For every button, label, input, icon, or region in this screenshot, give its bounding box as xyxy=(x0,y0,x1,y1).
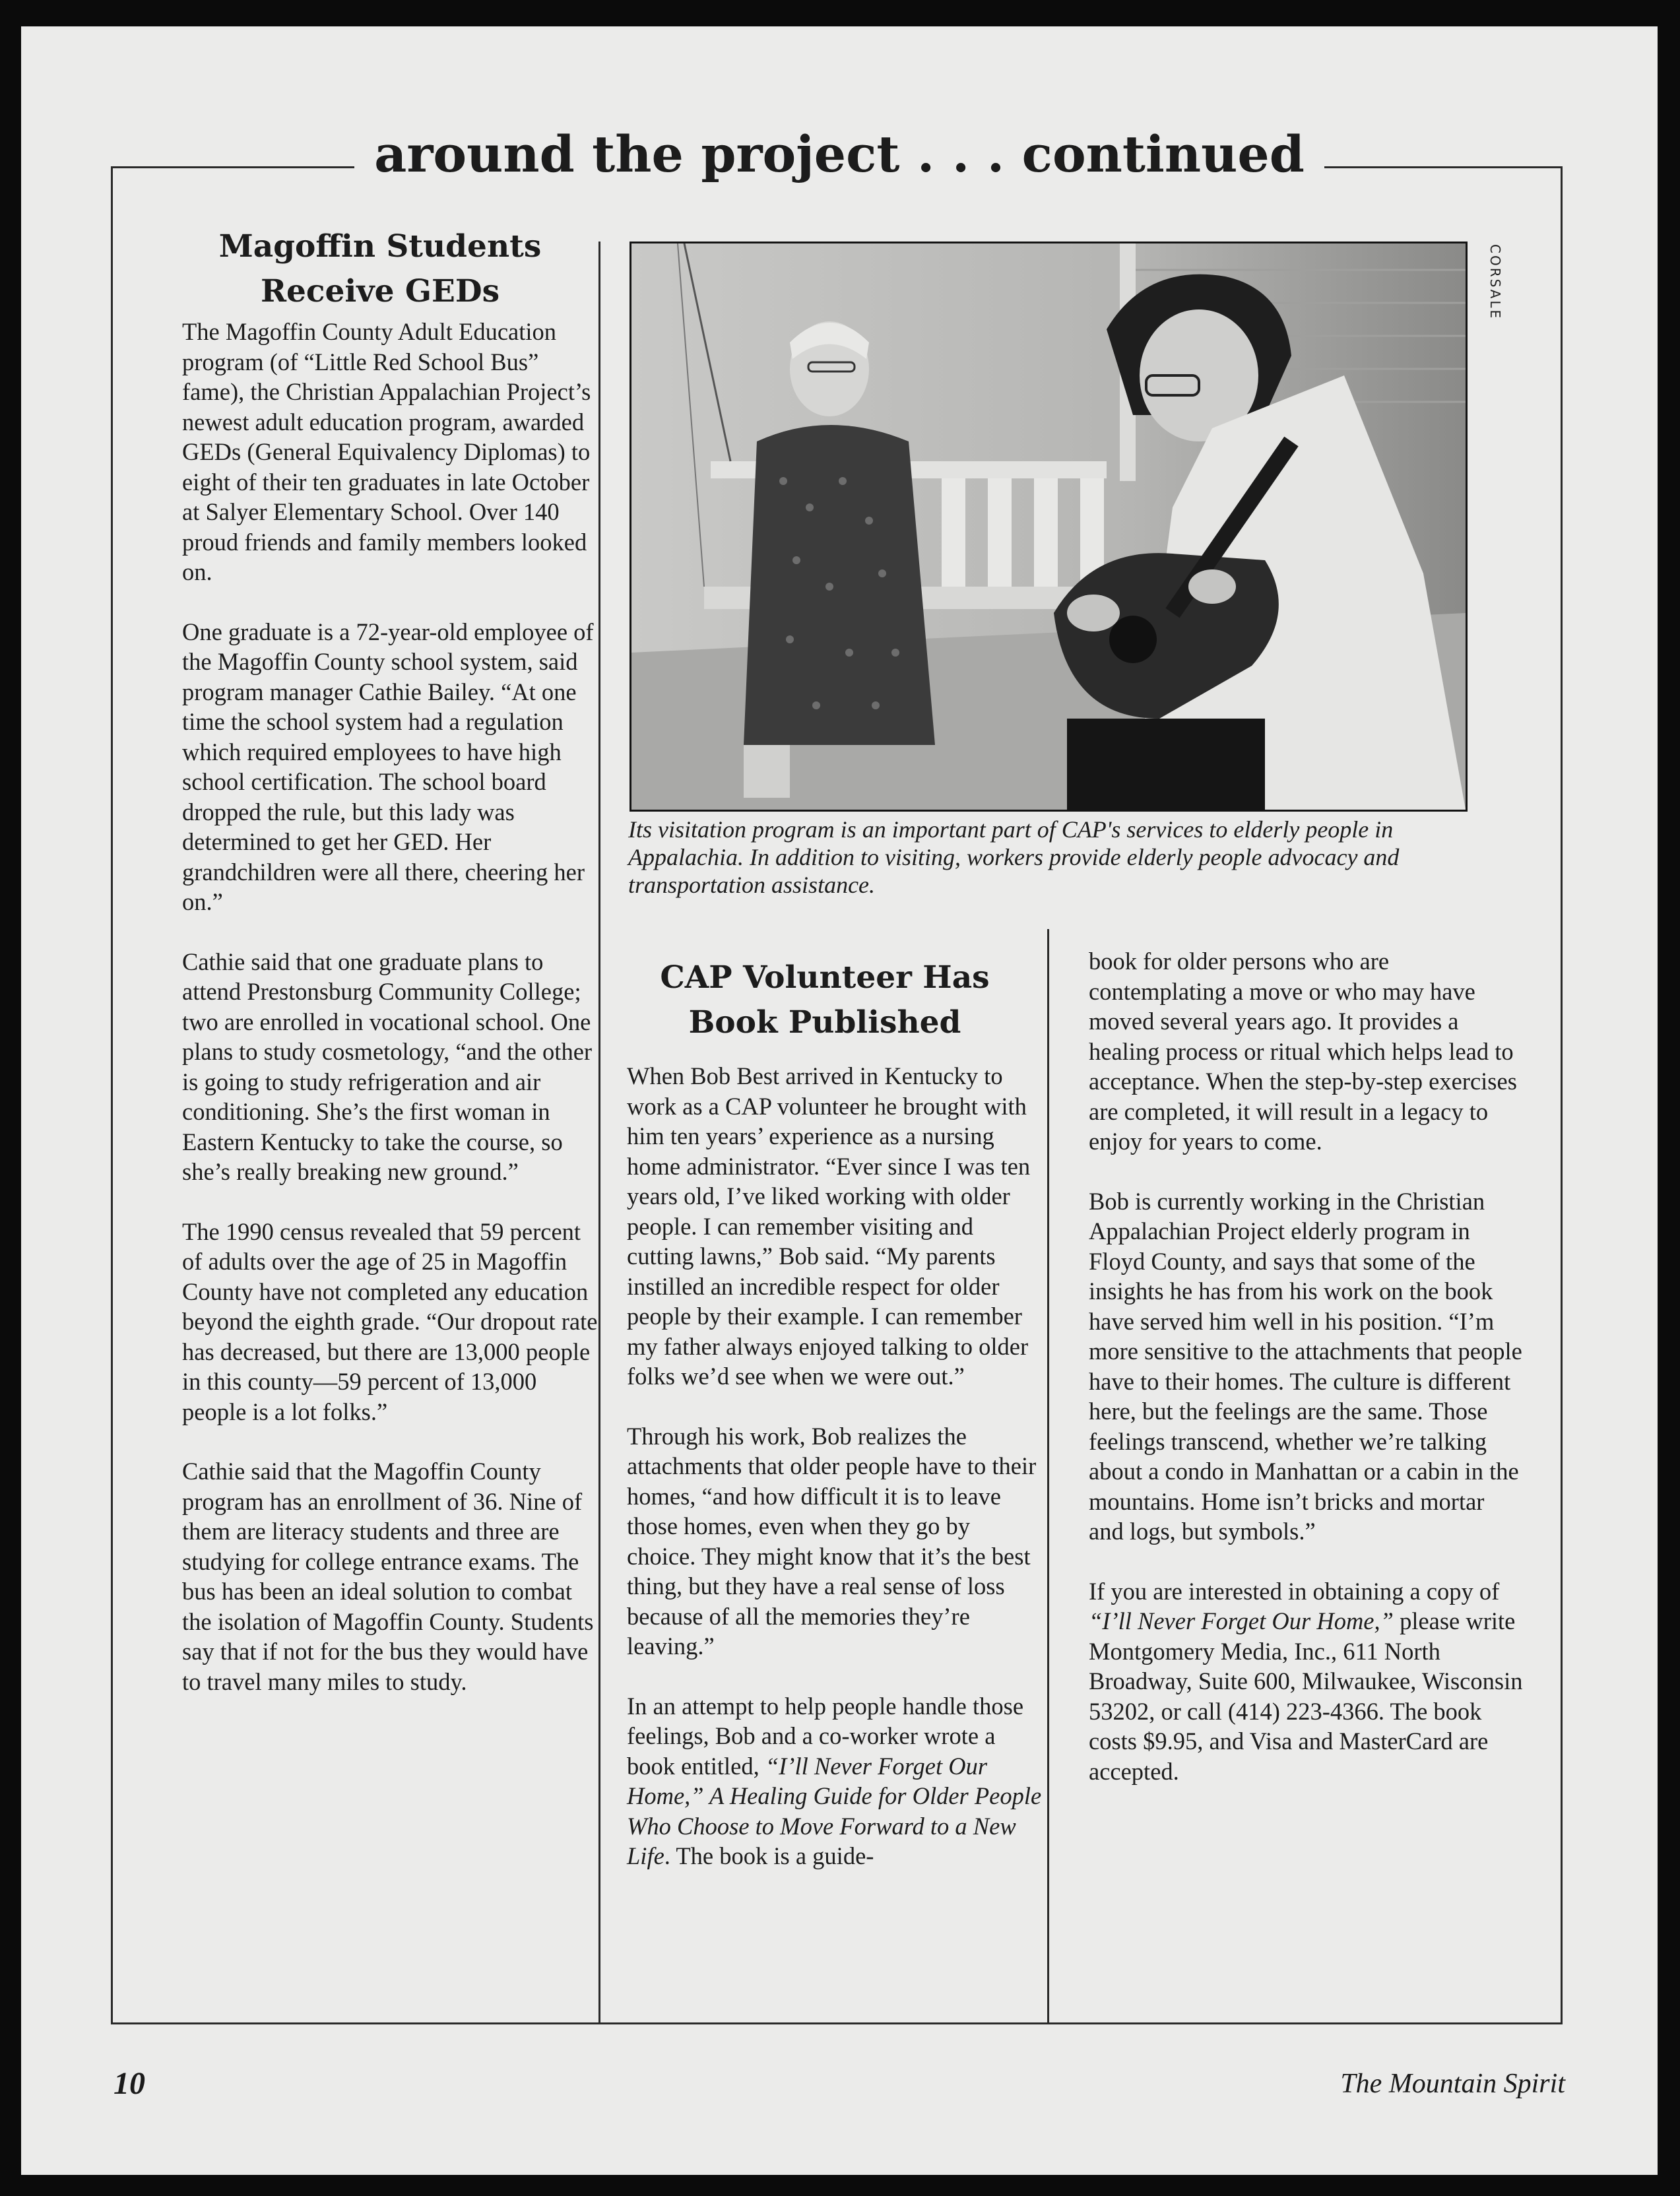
paragraph: If you are interested in obtaining a copy of “I’ll Never Forget Our Home,” please write Montgomery Media, Inc., 611 North Broadway, Suite 600, Milwaukee, Wisconsin 53202, or call (414) 223-4366. The book costs $9.95, and Visa and MasterCard are accepted. xyxy=(1089,1577,1523,1785)
column-rule-right xyxy=(1047,929,1049,2023)
paragraph: In an attempt to help people handle those feelings, Bob and a co-worker wrote a book entitled, “I’ll Never Forget Our Home,” A Healing Guide for Older People Who Choose to Move Forward to a New Life. The book is a guide- xyxy=(627,1692,1042,1869)
book-title: “I’ll Never Forget Our Home,” A Healing Guide for Older People Who Choose to Move Forward to a New Life xyxy=(627,1752,1042,1869)
magazine-page xyxy=(21,26,1658,2175)
paragraph: Bob is currently working in the Christian Appalachian Project elderly program in Floyd County, and says that some of the insights he has from his work on the book have served him well in his position. “I’m more sensitive to the attachments that people have to their homes. The culture is different here, but the feelings are the same. Those feelings transcend, whether we’re talking about a condo in Manhattan or a cabin in the mountains. Home isn’t bricks and mortar and logs, but symbols.” xyxy=(1089,1187,1522,1545)
continued-text: book for older persons who are contemplating a move or who may have moved several years ago. It provides a healing process or ritual which helps lead to acceptance. When the step-by-step exercises are completed, it will result in a legacy to enjoy for years to come. xyxy=(1089,948,1517,1155)
page-number: 10 xyxy=(113,2066,145,2101)
photo-illustration xyxy=(631,243,1466,810)
paragraph: Through his work, Bob realizes the attachments that older people have to their homes, “and how difficult it is to leave those homes, even when they go by choice. They might know that it’s the best thing, but they have a real sense of loss because of all the memories they’re leaving.” xyxy=(627,1422,1037,1660)
article-cap-volunteer xyxy=(627,955,1043,1871)
paragraph xyxy=(1089,946,1524,1157)
article-cap-volunteer-continued xyxy=(1089,946,1524,1786)
paragraph: The Magoffin County Adult Education program (of “Little Red School Bus” fame), the Christian Appalachian Project’s newest adult education program, awarded GEDs (General Equivalency Diplomas) to eight of their ten graduates in late October at Salyer Elementary School. Over 140 proud friends and family members looked on. xyxy=(182,318,591,585)
photo-visitation xyxy=(630,242,1468,812)
article-headline: Magoffin Students Receive GEDs xyxy=(218,228,542,309)
paragraph: Cathie said that one graduate plans to attend Prestonsburg Community College; two are enrolled in vocational school. One plans to study cosmetology, “and the other is going to study refrigeration and air conditioning. She’s the first woman in Eastern Kentucky to take the course, so she’s really breaking new ground.” xyxy=(182,948,593,1185)
section-header: around the project . . . continued xyxy=(21,129,1658,179)
photo-credit: CORSALE xyxy=(1487,244,1503,321)
article-headline: CAP Volunteer Has Book Published xyxy=(660,959,990,1041)
paragraph: Cathie said that the Magoffin County program has an enrollment of 36. Nine of them are literacy students and three are studying for college entrance exams. The bus has been an ideal solution to combat the isolation of Magoffin County. Students say that if not for the bus they would have to travel many miles to study. xyxy=(182,1458,594,1695)
paragraph: One graduate is a 72-year-old employee of the Magoffin County school system, said program manager Cathie Bailey. “At one time the school system had a regulation which required employees to have high school certification. The school board dropped the rule, but this lady was determined to get her GED. Her grandchildren were all there, cheering her on.” xyxy=(182,618,594,915)
photo-caption: Its visitation program is an important part of CAP's services to elderly people in Appalachia. In addition to visiting, workers provide elderly people advocacy and transportation assistance. xyxy=(628,816,1400,898)
guide-prefix: . The book is a guide- xyxy=(664,1842,874,1869)
book-title-short: “I’ll Never Forget Our Home,” xyxy=(1089,1607,1394,1634)
paragraph: The 1990 census revealed that 59 percent of adults over the age of 25 in Magoffin County have not completed any education beyond the eighth grade. “Our dropout rate has decreased, but there are 13,000 people in this county—59 percent of 13,000 people is a lot folks.” xyxy=(182,1217,598,1425)
article-magoffin xyxy=(182,224,604,1696)
magazine-name: The Mountain Spirit xyxy=(1340,2069,1565,2099)
paragraph: When Bob Best arrived in Kentucky to work as a CAP volunteer he brought with him ten years’ experience as a nursing home administrator. “Ever since I was ten years old, I’ve liked working with older people. I can remember visiting and cutting lawns,” Bob said. “My parents instilled an incredible respect for older people by their example. I can remember my father always enjoyed talking to older folks we’d see when we were out.” xyxy=(627,1062,1031,1390)
